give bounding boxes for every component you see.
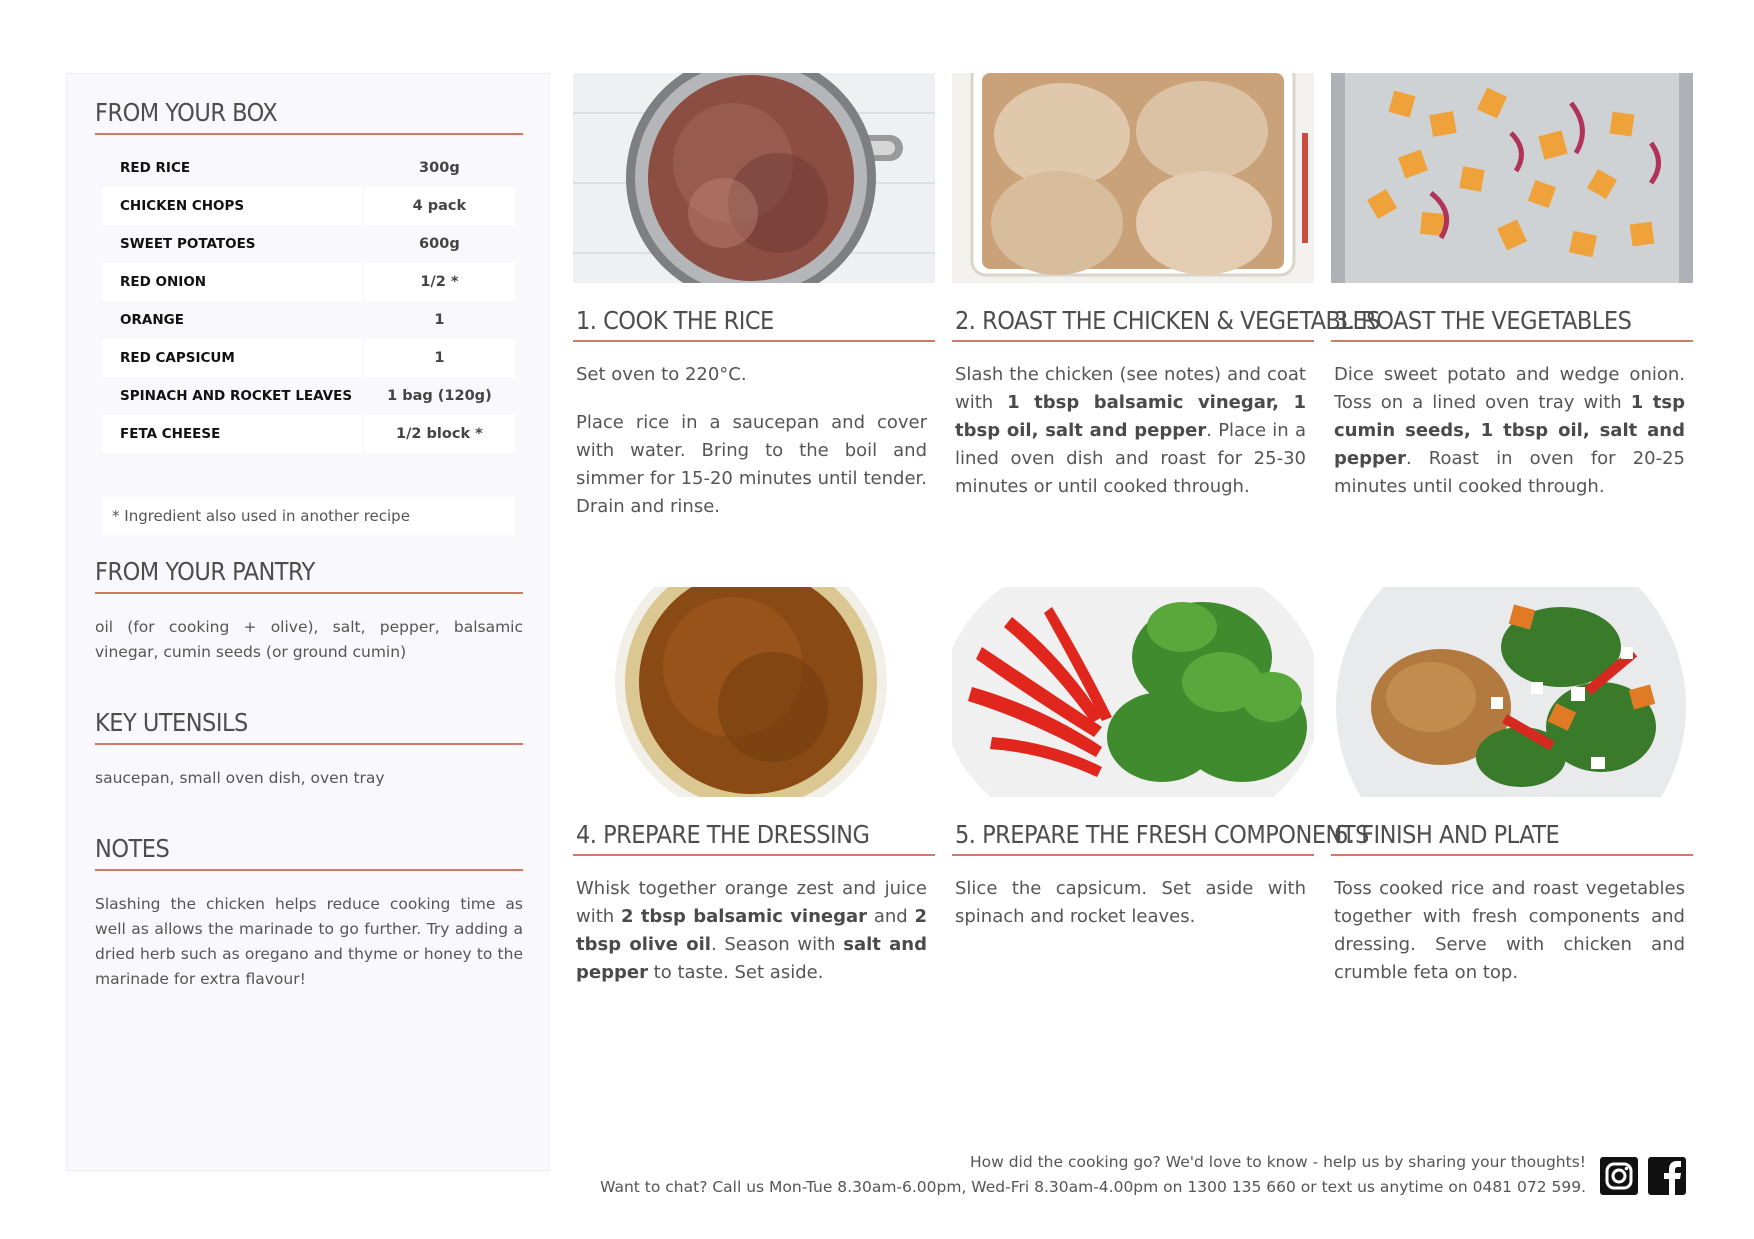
feedback-footer: [600, 1150, 1586, 1200]
step-text: Slash the chicken (see notes) and coat with 1 tbsp balsamic vinegar, 1 tbsp oil, salt and pepper. Place in a lined oven dish and roast for 25-30 minutes or until cooked through.: [955, 364, 1306, 497]
ingredient-name: CHICKEN CHOPS: [103, 187, 362, 225]
utensils-text: saucepan, small oven dish, oven tray: [95, 769, 385, 787]
ingredient-name: RED RICE: [120, 160, 191, 176]
fresh-components-photo: [952, 587, 1314, 797]
ingredient-qty: 1: [434, 312, 445, 328]
ingredient-row: [103, 225, 515, 263]
from-your-box-title: FROM YOUR BOX: [95, 98, 523, 135]
ingredient-name: RED ONION: [103, 263, 362, 301]
rice-photo: [573, 73, 935, 283]
step-4: [573, 587, 935, 987]
ingredient-name: SWEET POTATOES: [120, 236, 256, 252]
ingredient-name: RED CAPSICUM: [103, 339, 362, 377]
plated-dish-photo: [1331, 587, 1693, 797]
step-title: 4. PREPARE THE DRESSING: [573, 820, 935, 856]
ingredient-name: FETA CHEESE: [103, 415, 362, 453]
step-text: Set oven to 220°C.: [576, 364, 747, 385]
step-title: 3. ROAST THE VEGETABLES: [1331, 306, 1693, 342]
step-6: [1331, 587, 1693, 987]
step-text: Toss cooked rice and roast vegetables together with fresh components and dressing. Serve with chicken and crumble feta on top.: [1334, 878, 1685, 983]
step-body: [952, 875, 1314, 931]
ingredient-qty: 600g: [419, 236, 460, 252]
step-text: Place rice in a saucepan and cover with water. Bring to the boil and simmer for 15-20 minutes until tender. Drain and rinse.: [576, 412, 927, 517]
feedback-line: How did the cooking go? We'd love to know - help us by sharing your thoughts!: [969, 1153, 1586, 1171]
ingredients-table: [103, 149, 515, 453]
chicken-dish-photo: [952, 73, 1314, 283]
ingredient-row: [103, 187, 515, 225]
ingredient-row: [103, 263, 515, 301]
step-text: Dice sweet potato and wedge onion. Toss on a lined oven tray with 1 tsp cumin seeds, 1 tbsp oil, salt and pepper. Roast in oven for 20-25 minutes until cooked through.: [1334, 364, 1685, 497]
step-title: 6. FINISH AND PLATE: [1331, 820, 1693, 856]
step-title: 1. COOK THE RICE: [573, 306, 935, 342]
step-body: [1331, 361, 1693, 501]
ingredient-qty: 4 pack: [364, 187, 515, 225]
ingredient-qty: 300g: [419, 160, 460, 176]
step-5: [952, 587, 1369, 931]
notes-text: Slashing the chicken helps reduce cooking time as well as allows the marinade to go further. Try adding a dried herb such as oregano and thyme or honey to the marinade for extra flavour!: [95, 895, 523, 988]
step-text: Whisk together orange zest and juice with 2 tbsp balsamic vinegar and 2 tbsp olive oil. Season with salt and pepper to taste. Set aside.: [576, 878, 928, 983]
ingredient-qty: 1/2 block *: [364, 415, 515, 453]
step-body: [1331, 875, 1693, 987]
ingredient-row: [103, 339, 515, 377]
ingredient-row: [103, 149, 515, 187]
step-title: 5. PREPARE THE FRESH COMPONENTS: [952, 820, 1314, 856]
ingredient-row: [103, 301, 515, 339]
step-body: [952, 361, 1314, 501]
step-title: 2. ROAST THE CHICKEN & VEGETABLES: [952, 306, 1314, 342]
dressing-photo: [573, 587, 935, 797]
ingredient-qty: 1: [364, 339, 515, 377]
ingredient-name: ORANGE: [120, 312, 184, 328]
roast-vegetables-photo: [1331, 73, 1693, 283]
instagram-icon[interactable]: [1600, 1157, 1638, 1195]
facebook-icon[interactable]: [1648, 1157, 1686, 1195]
ingredient-row: [103, 377, 515, 415]
step-2: [952, 73, 1380, 501]
ingredient-name: SPINACH AND ROCKET LEAVES: [120, 388, 353, 404]
notes-title: NOTES: [95, 834, 523, 871]
contact-line: Want to chat? Call us Mon-Tue 8.30am-6.00pm, Wed-Fri 8.30am-4.00pm on 1300 135 660 or text us anytime on 0481 072 599.: [600, 1178, 1586, 1196]
shared-ingredient-footnote: * Ingredient also used in another recipe: [103, 497, 515, 535]
step-body: [573, 875, 935, 987]
step-1: [573, 73, 935, 521]
step-body: [573, 361, 935, 521]
ingredient-qty: 1 bag (120g): [387, 388, 492, 404]
ingredient-row: [103, 415, 515, 453]
step-text: Slice the capsicum. Set aside with spinach and rocket leaves.: [955, 878, 1306, 927]
step-3: [1331, 73, 1693, 501]
key-utensils-title: KEY UTENSILS: [95, 708, 523, 745]
ingredients-sidebar: [66, 73, 550, 1171]
from-your-pantry-title: FROM YOUR PANTRY: [95, 557, 523, 594]
ingredient-qty: 1/2 *: [364, 263, 515, 301]
pantry-text: oil (for cooking + olive), salt, pepper, balsamic vinegar, cumin seeds (or ground cumin): [95, 618, 523, 661]
